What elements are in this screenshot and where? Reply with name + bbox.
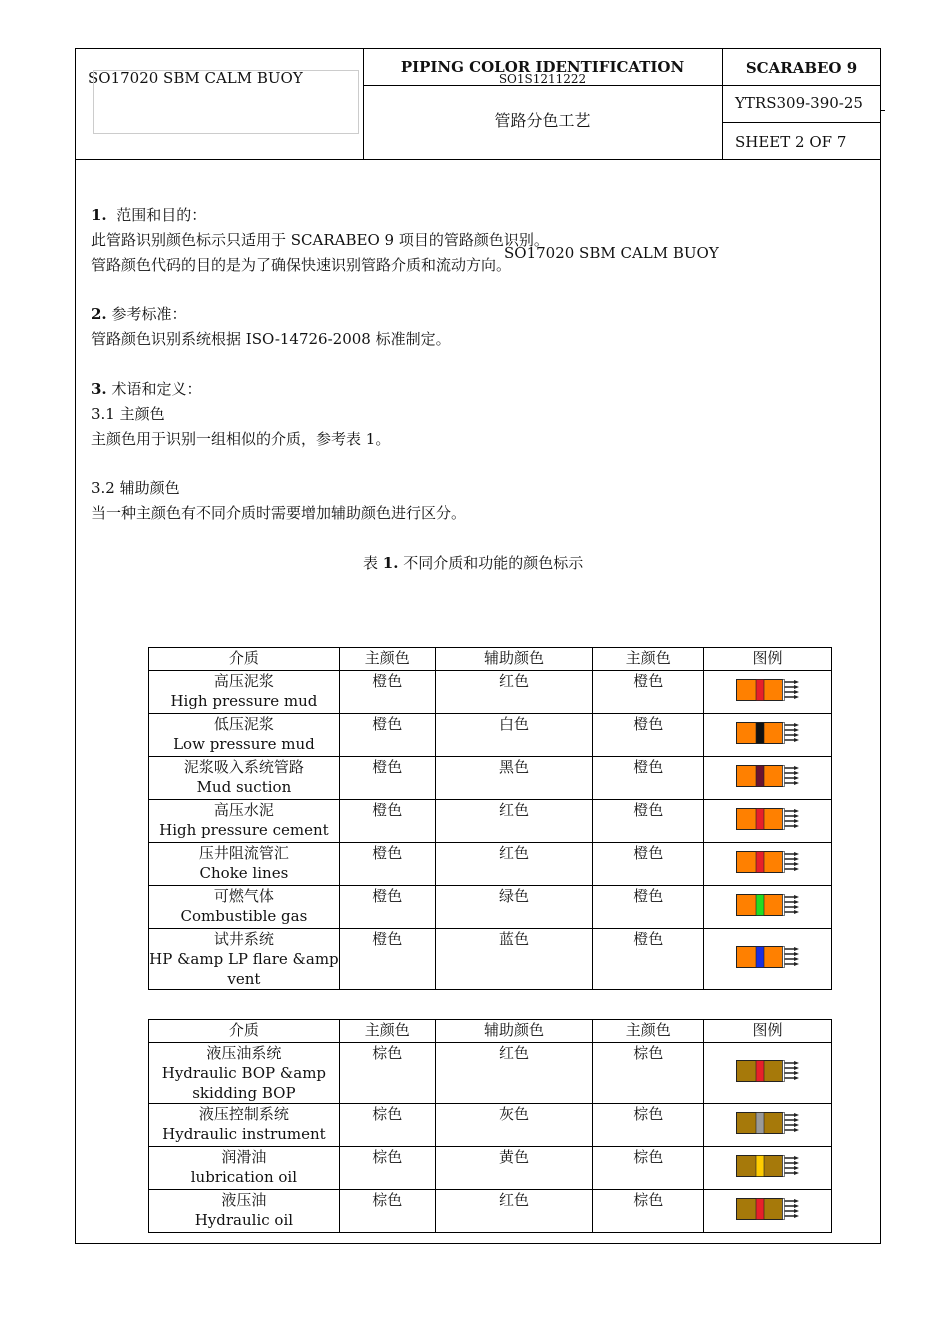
- aux-color-cell: 红色: [435, 800, 593, 843]
- aux-color-cell: 灰色: [435, 1104, 593, 1147]
- overlay-project-label: SO17020 SBM CALM BUOY: [504, 244, 719, 262]
- legend-cell: [704, 800, 832, 843]
- medium-cell: [149, 1104, 340, 1147]
- header-main-color: 主颜色: [339, 1020, 435, 1043]
- aux-color-cell: 红色: [435, 1190, 593, 1233]
- header-aux-color: 辅助颜色: [435, 1020, 593, 1043]
- table-header-row: [149, 1020, 832, 1043]
- legend-cell: [704, 714, 832, 757]
- legend-cell: [704, 843, 832, 886]
- section-3-1-para: 主颜色用于识别一组相似的介质，参考表 1。: [91, 430, 391, 448]
- pipe-legend-icon: [736, 851, 800, 873]
- section-3-2-para: 当一种主颜色有不同介质时需要增加辅助颜色进行区分。: [91, 504, 467, 522]
- header-medium: 介质: [149, 648, 340, 671]
- aux-color-cell: 红色: [435, 1043, 593, 1104]
- aux-color-cell: 红色: [435, 671, 593, 714]
- main-color-2-cell: 橙色: [593, 714, 704, 757]
- doc-title: PIPING COLOR IDENTIFICATION: [400, 58, 685, 76]
- main-color-2-cell: 橙色: [593, 929, 704, 990]
- medium-cell: [149, 1147, 340, 1190]
- header-medium: 介质: [149, 1020, 340, 1043]
- main-color-cell: 橙色: [339, 843, 435, 886]
- main-color-cell: 棕色: [339, 1043, 435, 1104]
- main-color-2-cell: 橙色: [593, 800, 704, 843]
- section-1-number: 1.: [91, 206, 107, 224]
- vessel-name: SCARABEO 9: [745, 59, 858, 77]
- main-color-2-cell: 棕色: [593, 1190, 704, 1233]
- medium-en: Low pressure mud: [173, 735, 315, 753]
- table-row: [149, 929, 832, 990]
- header-aux-color: 辅助颜色: [435, 648, 593, 671]
- section-1-heading: [91, 204, 206, 225]
- pipe-legend-icon: [736, 1060, 800, 1082]
- pipe-legend-icon: [736, 1112, 800, 1134]
- section-3-title: 术语和定义：: [111, 380, 202, 398]
- medium-cell: [149, 1190, 340, 1233]
- main-color-cell: 棕色: [339, 1104, 435, 1147]
- main-color-cell: 棕色: [339, 1147, 435, 1190]
- aux-color-cell: 蓝色: [435, 929, 593, 990]
- doc-code: SO1S1211222: [498, 72, 587, 86]
- medium-en-2: skidding BOP: [192, 1084, 296, 1102]
- main-color-2-cell: 橙色: [593, 757, 704, 800]
- table-row: [149, 843, 832, 886]
- pipe-legend-icon: [736, 679, 800, 701]
- medium-cell: [149, 843, 340, 886]
- header-main-color-2: 主颜色: [593, 1020, 704, 1043]
- section-1-para-1: 此管路识别颜色标示只适用于 SCARABEO 9 项目的管路颜色识别。: [91, 231, 549, 249]
- document-header: [75, 48, 881, 160]
- medium-cn: 低压泥浆: [213, 715, 274, 733]
- main-color-cell: 橙色: [339, 714, 435, 757]
- pipe-legend-icon: [736, 808, 800, 830]
- section-1-para-2: 管路颜色代码的目的是为了确保快速识别管路介质和流动方向。: [91, 256, 512, 274]
- medium-cell: [149, 800, 340, 843]
- medium-en: Hydraulic BOP &amp: [161, 1064, 327, 1082]
- section-2-para: 管路颜色识别系统根据 ISO-14726-2008 标准制定。: [91, 330, 451, 348]
- medium-cn: 压井阻流管汇: [198, 844, 289, 862]
- aux-color-cell: 绿色: [435, 886, 593, 929]
- section-3-2-heading: 3.2 辅助颜色: [91, 479, 180, 497]
- medium-en: Mud suction: [196, 778, 292, 796]
- medium-cn: 液压油系统: [206, 1044, 282, 1062]
- doc-subtitle-cn: 管路分色工艺: [494, 111, 591, 130]
- medium-en: High pressure cement: [159, 821, 329, 839]
- header-legend: 图例: [704, 648, 832, 671]
- project-box: [93, 70, 359, 134]
- main-color-2-cell: 橙色: [593, 843, 704, 886]
- caption-number: 1.: [382, 554, 399, 572]
- medium-en: HP &amp LP flare &amp vent: [149, 950, 339, 988]
- table-row: [149, 757, 832, 800]
- medium-cell: [149, 1043, 340, 1104]
- table-row: [149, 1043, 832, 1104]
- table-row: [149, 800, 832, 843]
- aux-color-cell: 红色: [435, 843, 593, 886]
- medium-cell: [149, 714, 340, 757]
- caption-text: 不同介质和功能的颜色标示: [398, 554, 584, 572]
- doc-number: YTRS309-390-25: [735, 94, 863, 112]
- medium-cn: 可燃气体: [213, 887, 274, 905]
- main-color-2-cell: 棕色: [593, 1104, 704, 1147]
- pipe-legend-icon: [736, 1198, 800, 1220]
- legend-cell: [704, 929, 832, 990]
- color-table-brown: [148, 1019, 832, 1233]
- table-row: [149, 1104, 832, 1147]
- table-row: [149, 671, 832, 714]
- section-3-number: 3.: [91, 380, 107, 398]
- legend-cell: [704, 1190, 832, 1233]
- legend-cell: [704, 1104, 832, 1147]
- medium-cn: 高压水泥: [213, 801, 274, 819]
- main-color-cell: 棕色: [339, 1190, 435, 1233]
- medium-cell: [149, 886, 340, 929]
- medium-cell: [149, 929, 340, 990]
- pipe-legend-icon: [736, 765, 800, 787]
- table-caption: [363, 552, 583, 573]
- aux-color-cell: 黄色: [435, 1147, 593, 1190]
- legend-cell: [704, 1043, 832, 1104]
- legend-cell: [704, 671, 832, 714]
- table-row: [149, 886, 832, 929]
- medium-cn: 试井系统: [213, 930, 274, 948]
- main-color-cell: 橙色: [339, 757, 435, 800]
- header-main-color: 主颜色: [339, 648, 435, 671]
- legend-cell: [704, 886, 832, 929]
- legend-cell: [704, 757, 832, 800]
- main-color-2-cell: 橙色: [593, 886, 704, 929]
- medium-en: High pressure mud: [170, 692, 318, 710]
- pipe-legend-icon: [736, 946, 800, 968]
- legend-cell: [704, 1147, 832, 1190]
- main-color-cell: 橙色: [339, 886, 435, 929]
- color-table-orange: [148, 647, 832, 990]
- main-color-2-cell: 棕色: [593, 1147, 704, 1190]
- aux-color-cell: 黑色: [435, 757, 593, 800]
- medium-cn: 泥浆吸入系统管路: [183, 758, 304, 776]
- medium-cell: [149, 671, 340, 714]
- medium-en: lubrication oil: [190, 1168, 298, 1186]
- section-3-heading: [91, 378, 201, 399]
- medium-en: Combustible gas: [180, 907, 308, 925]
- medium-en: Hydraulic instrument: [162, 1125, 326, 1143]
- pipe-legend-icon: [736, 722, 800, 744]
- table-header-row: [149, 648, 832, 671]
- sheet-number: SHEET 2 OF 7: [735, 133, 847, 151]
- medium-cn: 液压油: [221, 1191, 267, 1209]
- medium-en: Choke lines: [199, 864, 289, 882]
- medium-cn: 高压泥浆: [213, 672, 274, 690]
- pipe-legend-icon: [736, 894, 800, 916]
- main-color-2-cell: 橙色: [593, 671, 704, 714]
- table-row: [149, 714, 832, 757]
- medium-cn: 润滑油: [221, 1148, 267, 1166]
- main-color-cell: 橙色: [339, 929, 435, 990]
- main-color-2-cell: 棕色: [593, 1043, 704, 1104]
- table-row: [149, 1147, 832, 1190]
- section-1-title: 范围和目的：: [116, 206, 207, 224]
- caption-prefix: 表: [363, 554, 383, 572]
- pipe-legend-icon: [736, 1155, 800, 1177]
- project-name: SO17020 SBM CALM BUOY: [88, 69, 303, 87]
- section-2-title: 参考标准：: [111, 305, 187, 323]
- main-color-cell: 橙色: [339, 671, 435, 714]
- header-legend: 图例: [704, 1020, 832, 1043]
- header-main-color-2: 主颜色: [593, 648, 704, 671]
- section-2-heading: [91, 303, 186, 324]
- section-2-number: 2.: [91, 305, 107, 323]
- main-color-cell: 橙色: [339, 800, 435, 843]
- medium-en: Hydraulic oil: [194, 1211, 294, 1229]
- medium-cell: [149, 757, 340, 800]
- table-row: [149, 1190, 832, 1233]
- section-3-1-heading: 3.1 主颜色: [91, 405, 165, 423]
- medium-cn: 液压控制系统: [198, 1105, 289, 1123]
- aux-color-cell: 白色: [435, 714, 593, 757]
